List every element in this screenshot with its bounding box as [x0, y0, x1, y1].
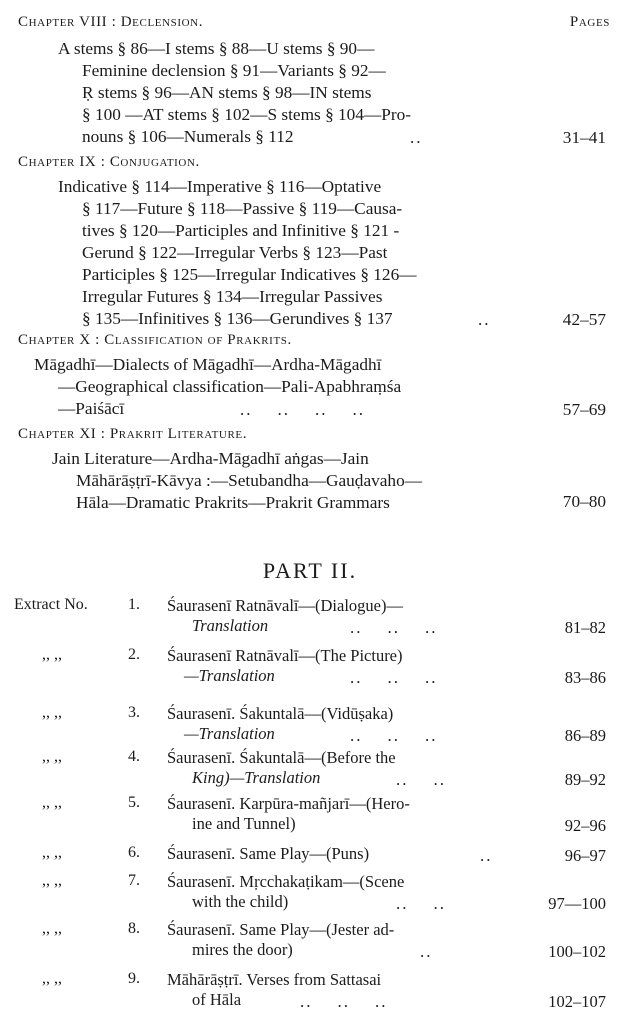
chapter-ix-pages: 42–57 [562, 310, 606, 329]
extract-title-line-1: Śaurasenī Ratnāvalī—(The Picture) [167, 646, 403, 665]
extract-number: 5. [128, 794, 140, 811]
extract-pages: 83–86 [564, 668, 606, 687]
chapter-ix-line-5: Participles § 125—Irregular Indicatives § 126— [82, 265, 417, 284]
extract-number: 3. [128, 704, 140, 721]
extract-label: ,, ,, [42, 748, 62, 765]
chapter-ix-line-2: § 117—Future § 118—Passive § 119—Causa- [82, 199, 403, 218]
extract-number: 6. [128, 844, 140, 861]
extract-pages: 89–92 [564, 770, 606, 789]
pages-column-header: Pages [569, 14, 610, 30]
extract-title-line-2: King)—Translation [192, 768, 321, 787]
chapter-ix-line-4: Gerund § 122—Irregular Verbs § 123—Past [82, 243, 388, 262]
leader-dots: .. .. .. .. [240, 400, 365, 419]
extract-pages: 86–89 [564, 726, 606, 745]
extract-title-line-1: Śaurasenī. Karpūra-mañjarī—(Hero- [167, 794, 410, 813]
extract-label: ,, ,, [42, 704, 62, 721]
extract-title-line-1: Śaurasenī. Same Play—(Jester ad- [167, 920, 395, 939]
extract-pages: 96–97 [564, 846, 606, 865]
extract-pages: 92–96 [564, 816, 606, 835]
leader-dots: .. [420, 942, 433, 961]
chapter-x-line-1: Māgadhī—Dialects of Māgadhī—Ardha-Māgadhī [34, 355, 382, 374]
extract-label: Extract No. [14, 596, 88, 613]
extract-title-line-1: Māhārāṣṭrī. Verses from Sattasai [167, 970, 382, 989]
chapter-viii-line-4: § 100 —AT stems § 102—S stems § 104—Pro- [82, 105, 412, 124]
extract-number: 8. [128, 920, 140, 937]
chapter-viii-line-2: Feminine declension § 91—Variants § 92— [82, 61, 386, 80]
extract-title-line-2: —Translation [184, 666, 275, 685]
extract-pages: 97—100 [548, 894, 606, 913]
extract-label: ,, ,, [42, 794, 62, 811]
chapter-x-pages: 57–69 [562, 400, 606, 419]
leader-dots: .. [480, 846, 493, 865]
extract-number: 1. [128, 596, 140, 613]
extract-title-line-1: Śaurasenī. Śakuntalā—(Vidūṣaka) [167, 704, 394, 723]
leader-dots: .. .. .. [300, 992, 388, 1011]
chapter-x-line-3: —Paiśācī [58, 399, 125, 418]
leader-dots: .. [478, 310, 491, 329]
extract-title-line-1: Śaurasenī. Same Play—(Puns) [167, 844, 370, 863]
leader-dots: .. .. [396, 770, 446, 789]
chapter-viii-line-1: A stems § 86—I stems § 88—U stems § 90— [58, 39, 375, 58]
leader-dots: .. .. .. [350, 618, 438, 637]
part-ii-title: PART II. [262, 558, 358, 583]
chapter-xi-line-2: Māhārāṣṭrī-Kāvya :—Setubandha—Gauḍavaho— [76, 471, 422, 490]
chapter-xi-pages: 70–80 [562, 492, 606, 511]
chapter-x-heading: Chapter X : Classification of Prakrits. [18, 332, 292, 348]
extract-label: ,, ,, [42, 920, 62, 937]
extract-title-line-2: ine and Tunnel) [192, 814, 296, 833]
leader-dots: .. .. .. [350, 668, 438, 687]
chapter-xi-line-3: Hāla—Dramatic Prakrits—Prakrit Grammars [76, 493, 390, 512]
extract-title-line-2: mires the door) [192, 940, 293, 959]
extract-title-line-2: of Hāla [192, 990, 242, 1009]
chapter-viii-pages: 31–41 [562, 128, 606, 147]
leader-dots: .. .. [396, 894, 446, 913]
chapter-xi-line-1: Jain Literature—Ardha-Māgadhī aṅgas—Jain [52, 449, 369, 468]
extract-label: ,, ,, [42, 970, 62, 987]
extract-title-line-2: with the child) [192, 892, 289, 911]
extract-title-line-1: Śaurasenī Ratnāvalī—(Dialogue)— [167, 596, 403, 615]
chapter-viii-line-3: Ṛ stems § 96—AN stems § 98—IN stems [82, 83, 372, 102]
leader-dots: .. .. .. [350, 726, 438, 745]
leader-dots: .. [410, 128, 423, 147]
extract-number: 4. [128, 748, 140, 765]
extract-title-line-1: Śaurasenī. Mṛcchakaṭikam—(Scene [167, 872, 405, 891]
chapter-xi-heading: Chapter XI : Prakrit Literature. [18, 426, 248, 442]
chapter-ix-line-7: § 135—Infinitives § 136—Gerundives § 137 [82, 309, 393, 328]
extract-pages: 81–82 [564, 618, 606, 637]
chapter-x-line-2: —Geographical classification—Pali-Apabhraṃśa [58, 377, 402, 396]
extract-label: ,, ,, [42, 872, 62, 889]
chapter-ix-heading: Chapter IX : Conjugation. [18, 154, 200, 170]
extract-title-line-1: Śaurasenī. Śakuntalā—(Before the [167, 748, 396, 767]
extract-title-line-2: —Translation [184, 724, 275, 743]
extract-label: ,, ,, [42, 844, 62, 861]
extract-label: ,, ,, [42, 646, 62, 663]
extract-number: 2. [128, 646, 140, 663]
extract-pages: 100–102 [548, 942, 606, 961]
extract-pages: 102–107 [548, 992, 606, 1011]
chapter-ix-line-1: Indicative § 114—Imperative § 116—Optative [58, 177, 382, 196]
chapter-viii-heading: Chapter VIII : Declension. [18, 14, 204, 30]
chapter-viii-line-5: nouns § 106—Numerals § 112 [82, 127, 294, 146]
chapter-ix-line-6: Irregular Futures § 134—Irregular Passives [82, 287, 383, 306]
extract-title-line-2: Translation [192, 616, 269, 635]
extract-number: 7. [128, 872, 140, 889]
extract-number: 9. [128, 970, 140, 987]
chapter-ix-line-3: tives § 120—Participles and Infinitive § 121 - [82, 221, 400, 240]
